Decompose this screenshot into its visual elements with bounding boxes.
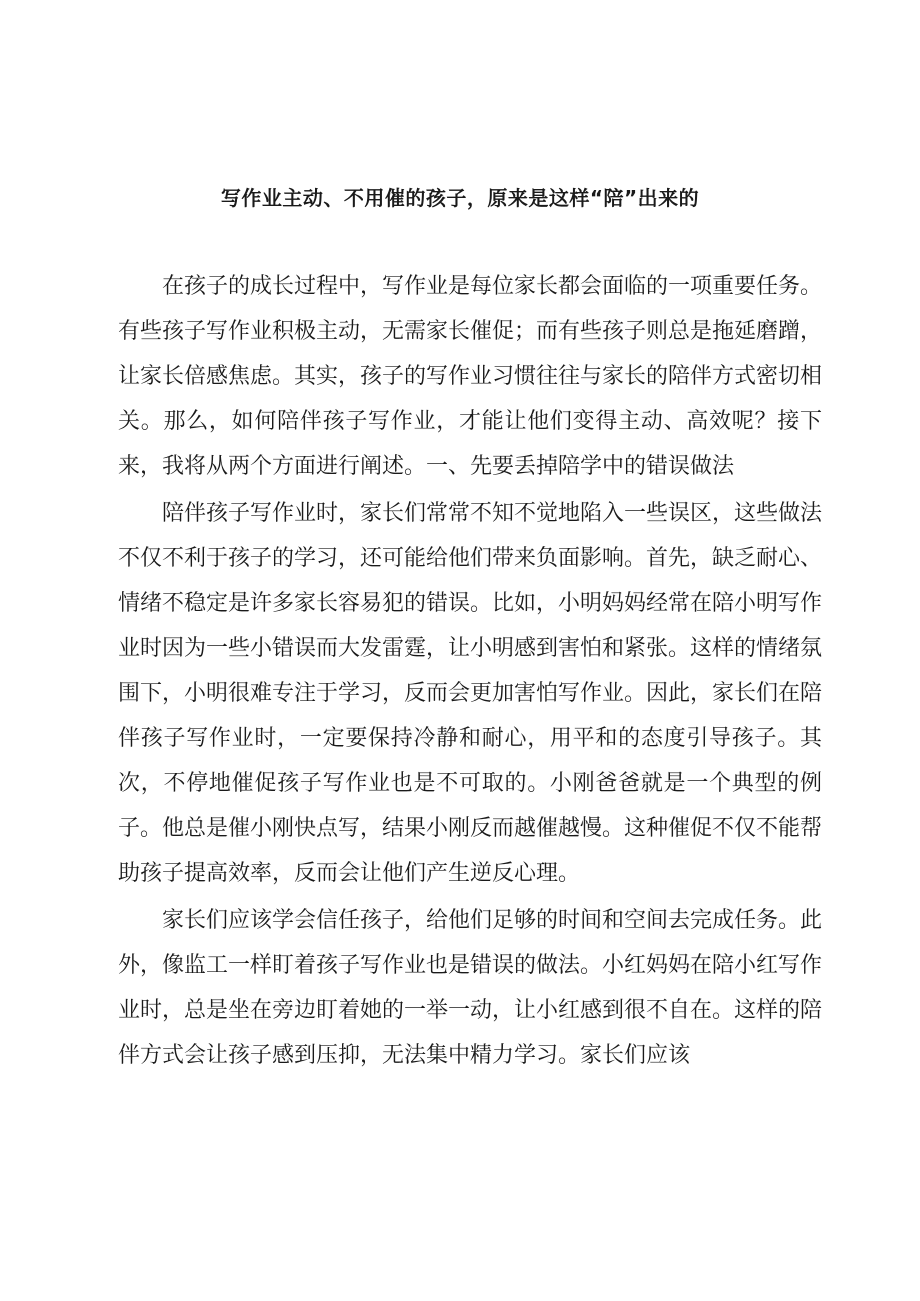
document-title: 写作业主动、不用催的孩子，原来是这样“陪”出来的 xyxy=(220,186,700,210)
paragraph-1: 在孩子的成长过程中，写作业是每位家长都会面临的一项重要任务。有些孩子写作业积极主动，无需家长催促；而有些孩子则总是拖延磨蹭，让家长倍感焦虑。其实，孩子的写作业习惯往往与家长的陪伴方式密切相关。那么，如何陪伴孩子写作业，才能让他们变得主动、高效呢？接下来，我将从两个方面进行阐述。一、先要丢掉陪学中的错误做法 xyxy=(118,274,823,479)
document-body xyxy=(118,264,822,1080)
paragraph-2: 陪伴孩子写作业时，家长们常常不知不觉地陷入一些误区，这些做法不仅不利于孩子的学习，还可能给他们带来负面影响。首先，缺乏耐心、情绪不稳定是许多家长容易犯的错误。比如，小明妈妈经常在陪小明写作业时因为一些小错误而大发雷霆，让小明感到害怕和紧张。这样的情绪氛围下，小明很难专注于学习，反而会更加害怕写作业。因此，家长们在陪伴孩子写作业时，一定要保持冷静和耐心，用平和的态度引导孩子。其次，不停地催促孩子写作业也是不可取的。小刚爸爸就是一个典型的例子。他总是催小刚快点写，结果小刚反而越催越慢。这种催促不仅不能帮助孩子提高效率，反而会让他们产生逆反心理。 xyxy=(118,501,823,886)
paragraph-3: 家长们应该学会信任孩子，给他们足够的时间和空间去完成任务。此外，像监工一样盯着孩子写作业也是错误的做法。小红妈妈在陪小红写作业时，总是坐在旁边盯着她的一举一动，让小红感到很不自在。这样的陪伴方式会让孩子感到压抑，无法集中精力学习。家长们应该 xyxy=(118,908,823,1068)
